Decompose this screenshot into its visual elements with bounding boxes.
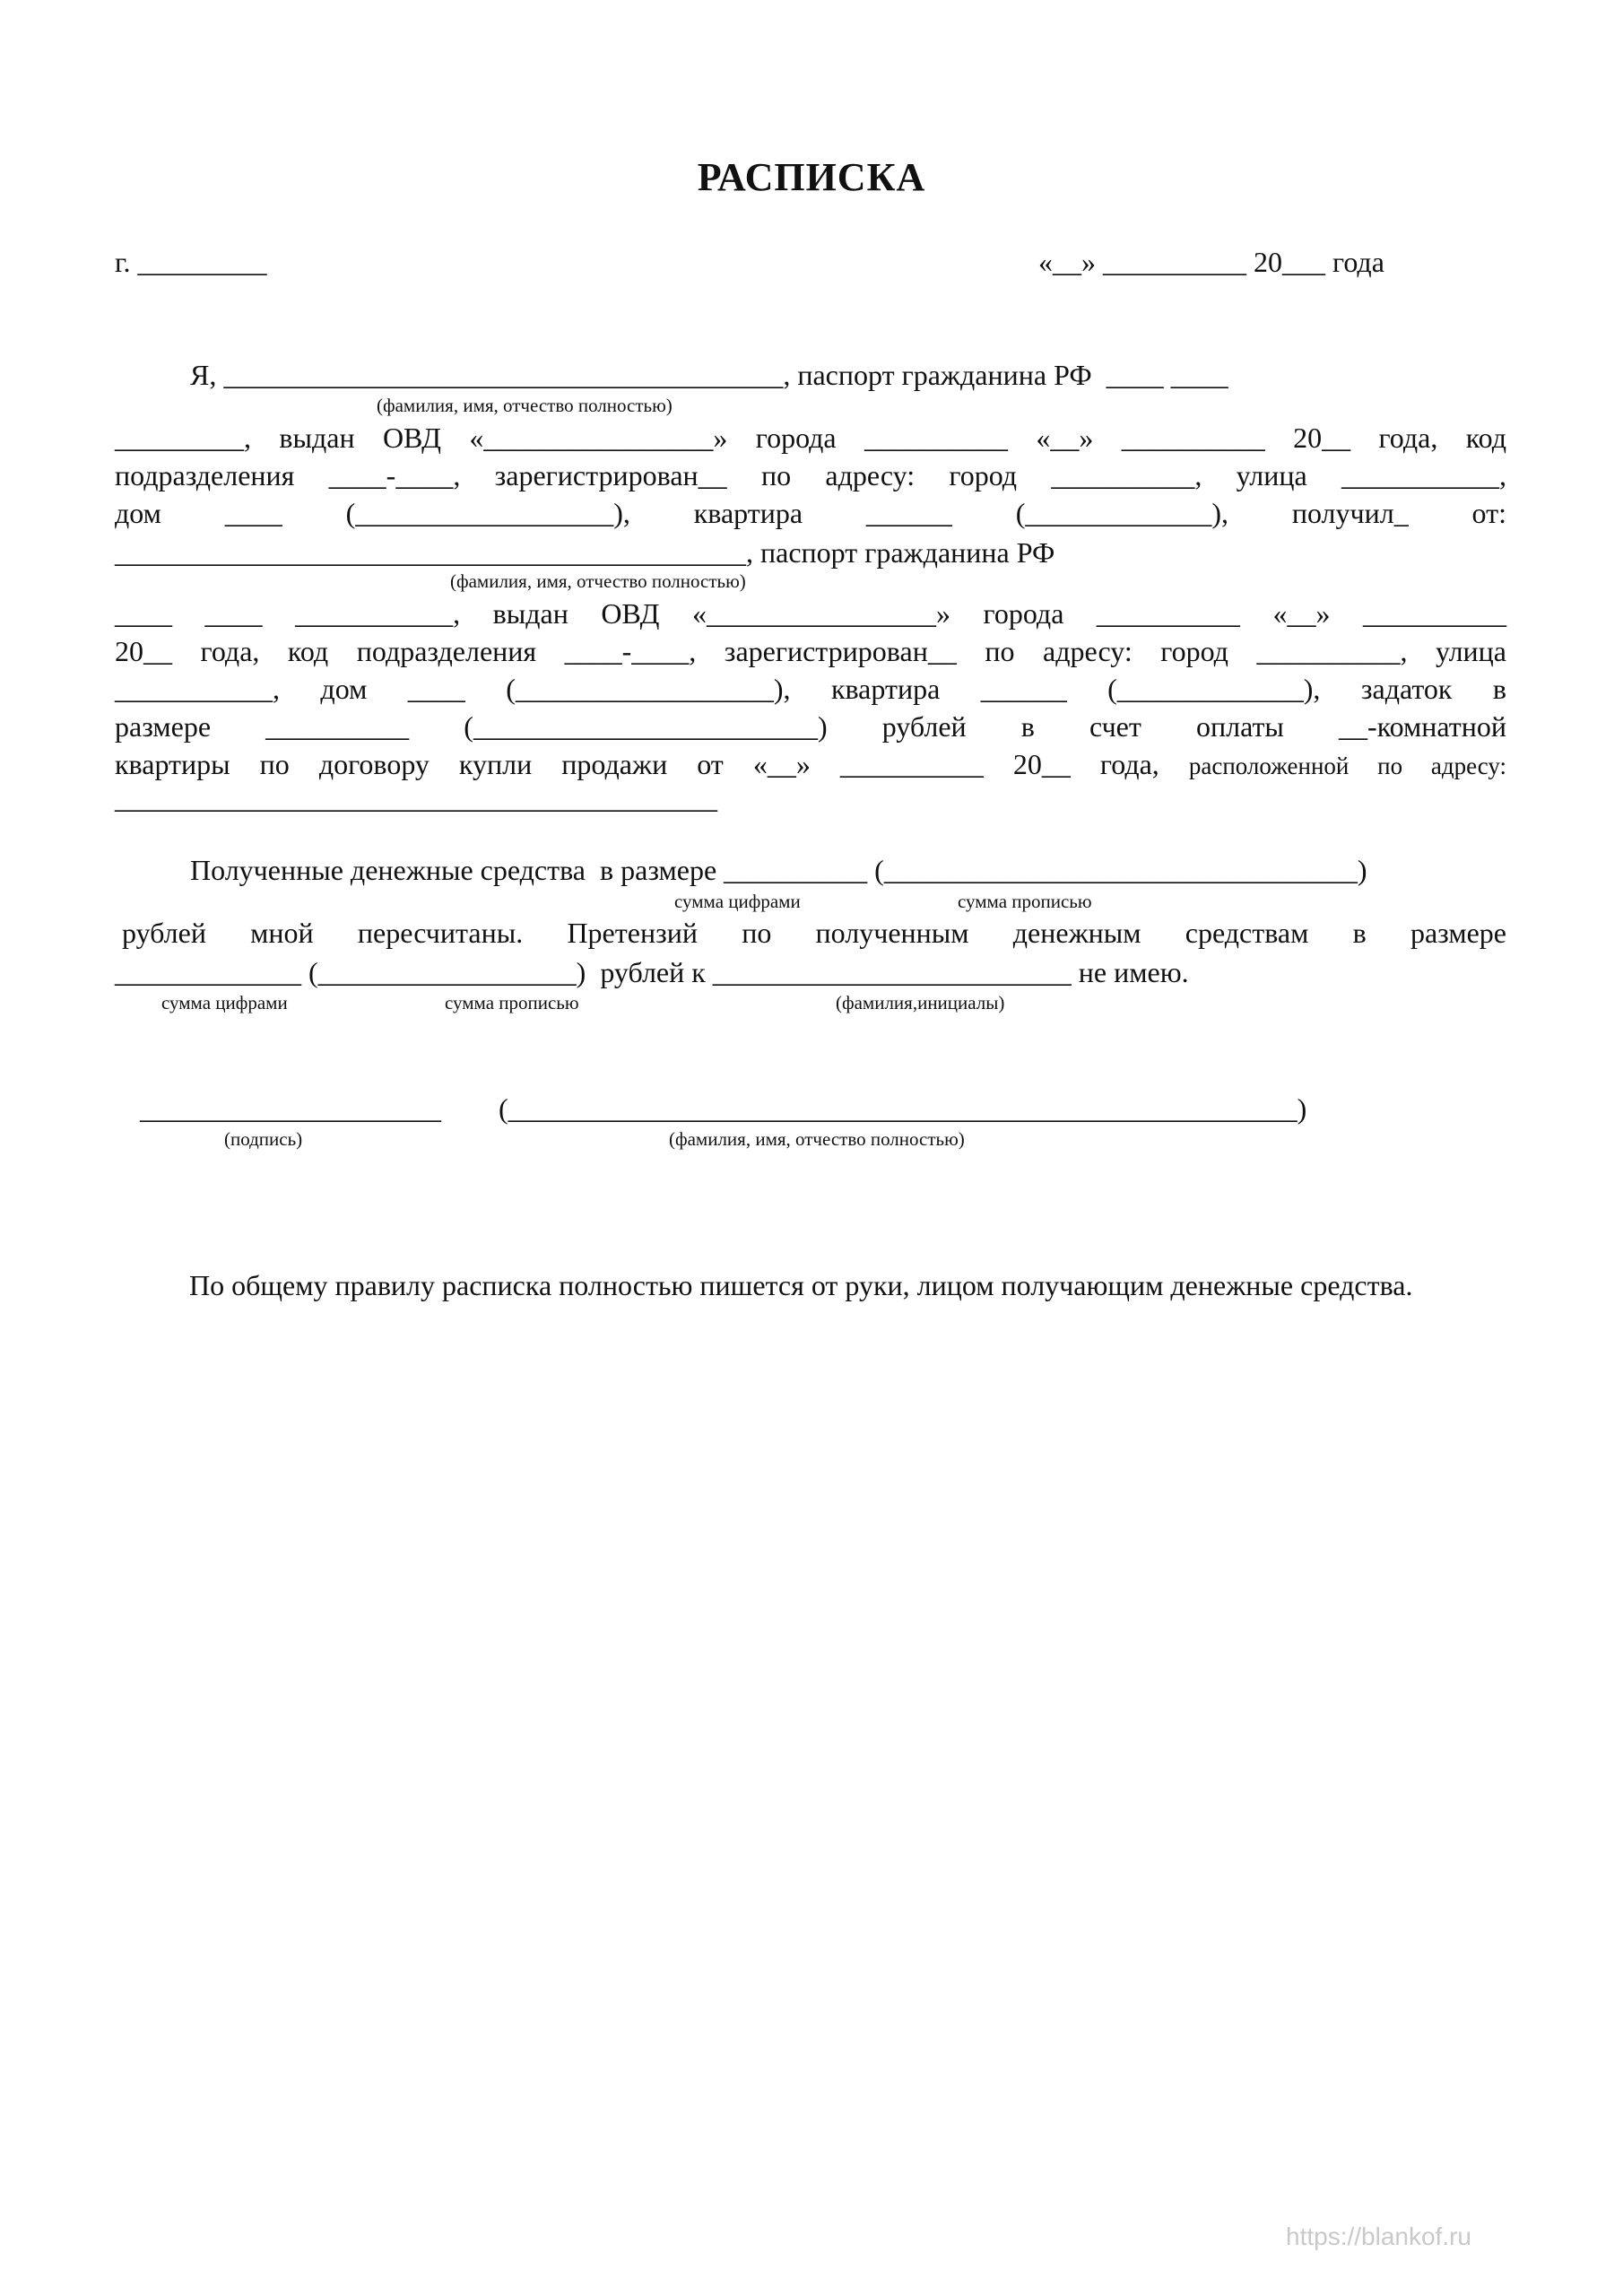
received-line-3: _____________ (__________________) рублей к _________________________ не имею. <box>115 956 1189 988</box>
caption-signature: (подпись) <box>224 1128 303 1150</box>
body-line-3: подразделения ____-____, зарегистрирован__ по адресу: город __________, улица ___________, <box>115 459 1506 491</box>
caption-full-name-3: (фамилия, имя, отчество полностью) <box>669 1128 965 1150</box>
body-line-6: ____ ____ ___________, выдан ОВД «________________» города __________ «__» __________ <box>115 597 1506 630</box>
caption-sum-digits-2: сумма цифрами <box>161 992 288 1013</box>
received-line-1: Полученные денежные средства в размере __________ (_________________________________) <box>190 854 1367 886</box>
caption-sum-words-1: сумма прописью <box>958 891 1092 912</box>
document-title: РАСПИСКА <box>697 155 926 199</box>
body-line-8: ___________, дом ____ (__________________), квартира ______ (_____________), задаток в <box>115 673 1506 705</box>
body-line-9: размере __________ (________________________) рублей в счет оплаты __-комнатной <box>115 710 1506 743</box>
note-paragraph: По общему правилу расписка полностью пишется от руки, лицом получающим денежные средства. <box>189 1269 1413 1301</box>
caption-sum-digits-1: сумма цифрами <box>674 891 801 912</box>
city-field: г. _________ <box>115 246 267 278</box>
body-line-10-main: квартиры по договору купли продажи от «__» __________ 20__ года, <box>115 748 1159 780</box>
signature-name-line: (_______________________________________________________) <box>499 1092 1307 1125</box>
caption-full-name-2: (фамилия, имя, отчество полностью) <box>450 570 746 592</box>
caption-full-name-1: (фамилия, имя, отчество полностью) <box>377 395 673 416</box>
body-line-2: _________, выдан ОВД «________________» города __________ «__» __________ 20__ года, код <box>115 422 1506 454</box>
body-line-10 <box>115 746 1506 784</box>
signature-line: _____________________ <box>140 1092 441 1125</box>
body-line-5: ____________________________________________, паспорт гражданина РФ <box>115 536 1055 569</box>
body-line-11: __________________________________________ <box>115 782 717 814</box>
date-field: «__» __________ 20___ года <box>1038 246 1384 278</box>
watermark-link[interactable]: https://blankof.ru <box>1286 2222 1472 2250</box>
body-line-10-address: расположенной по адресу: <box>1188 752 1507 779</box>
body-line-7: 20__ года, код подразделения ____-____, зарегистрирован__ по адресу: город __________, улица <box>115 635 1506 667</box>
body-line-4: дом ____ (__________________), квартира ______ (_____________), получил_ от: <box>115 497 1506 529</box>
caption-initials: (фамилия,инициалы) <box>836 992 1005 1013</box>
received-line-2: рублей мной пересчитаны. Претензий по полученным денежным средствам в размере <box>122 917 1506 949</box>
body-line-1: Я, _______________________________________, паспорт гражданина РФ ____ ____ <box>190 359 1228 391</box>
caption-sum-words-2: сумма прописью <box>445 992 579 1013</box>
